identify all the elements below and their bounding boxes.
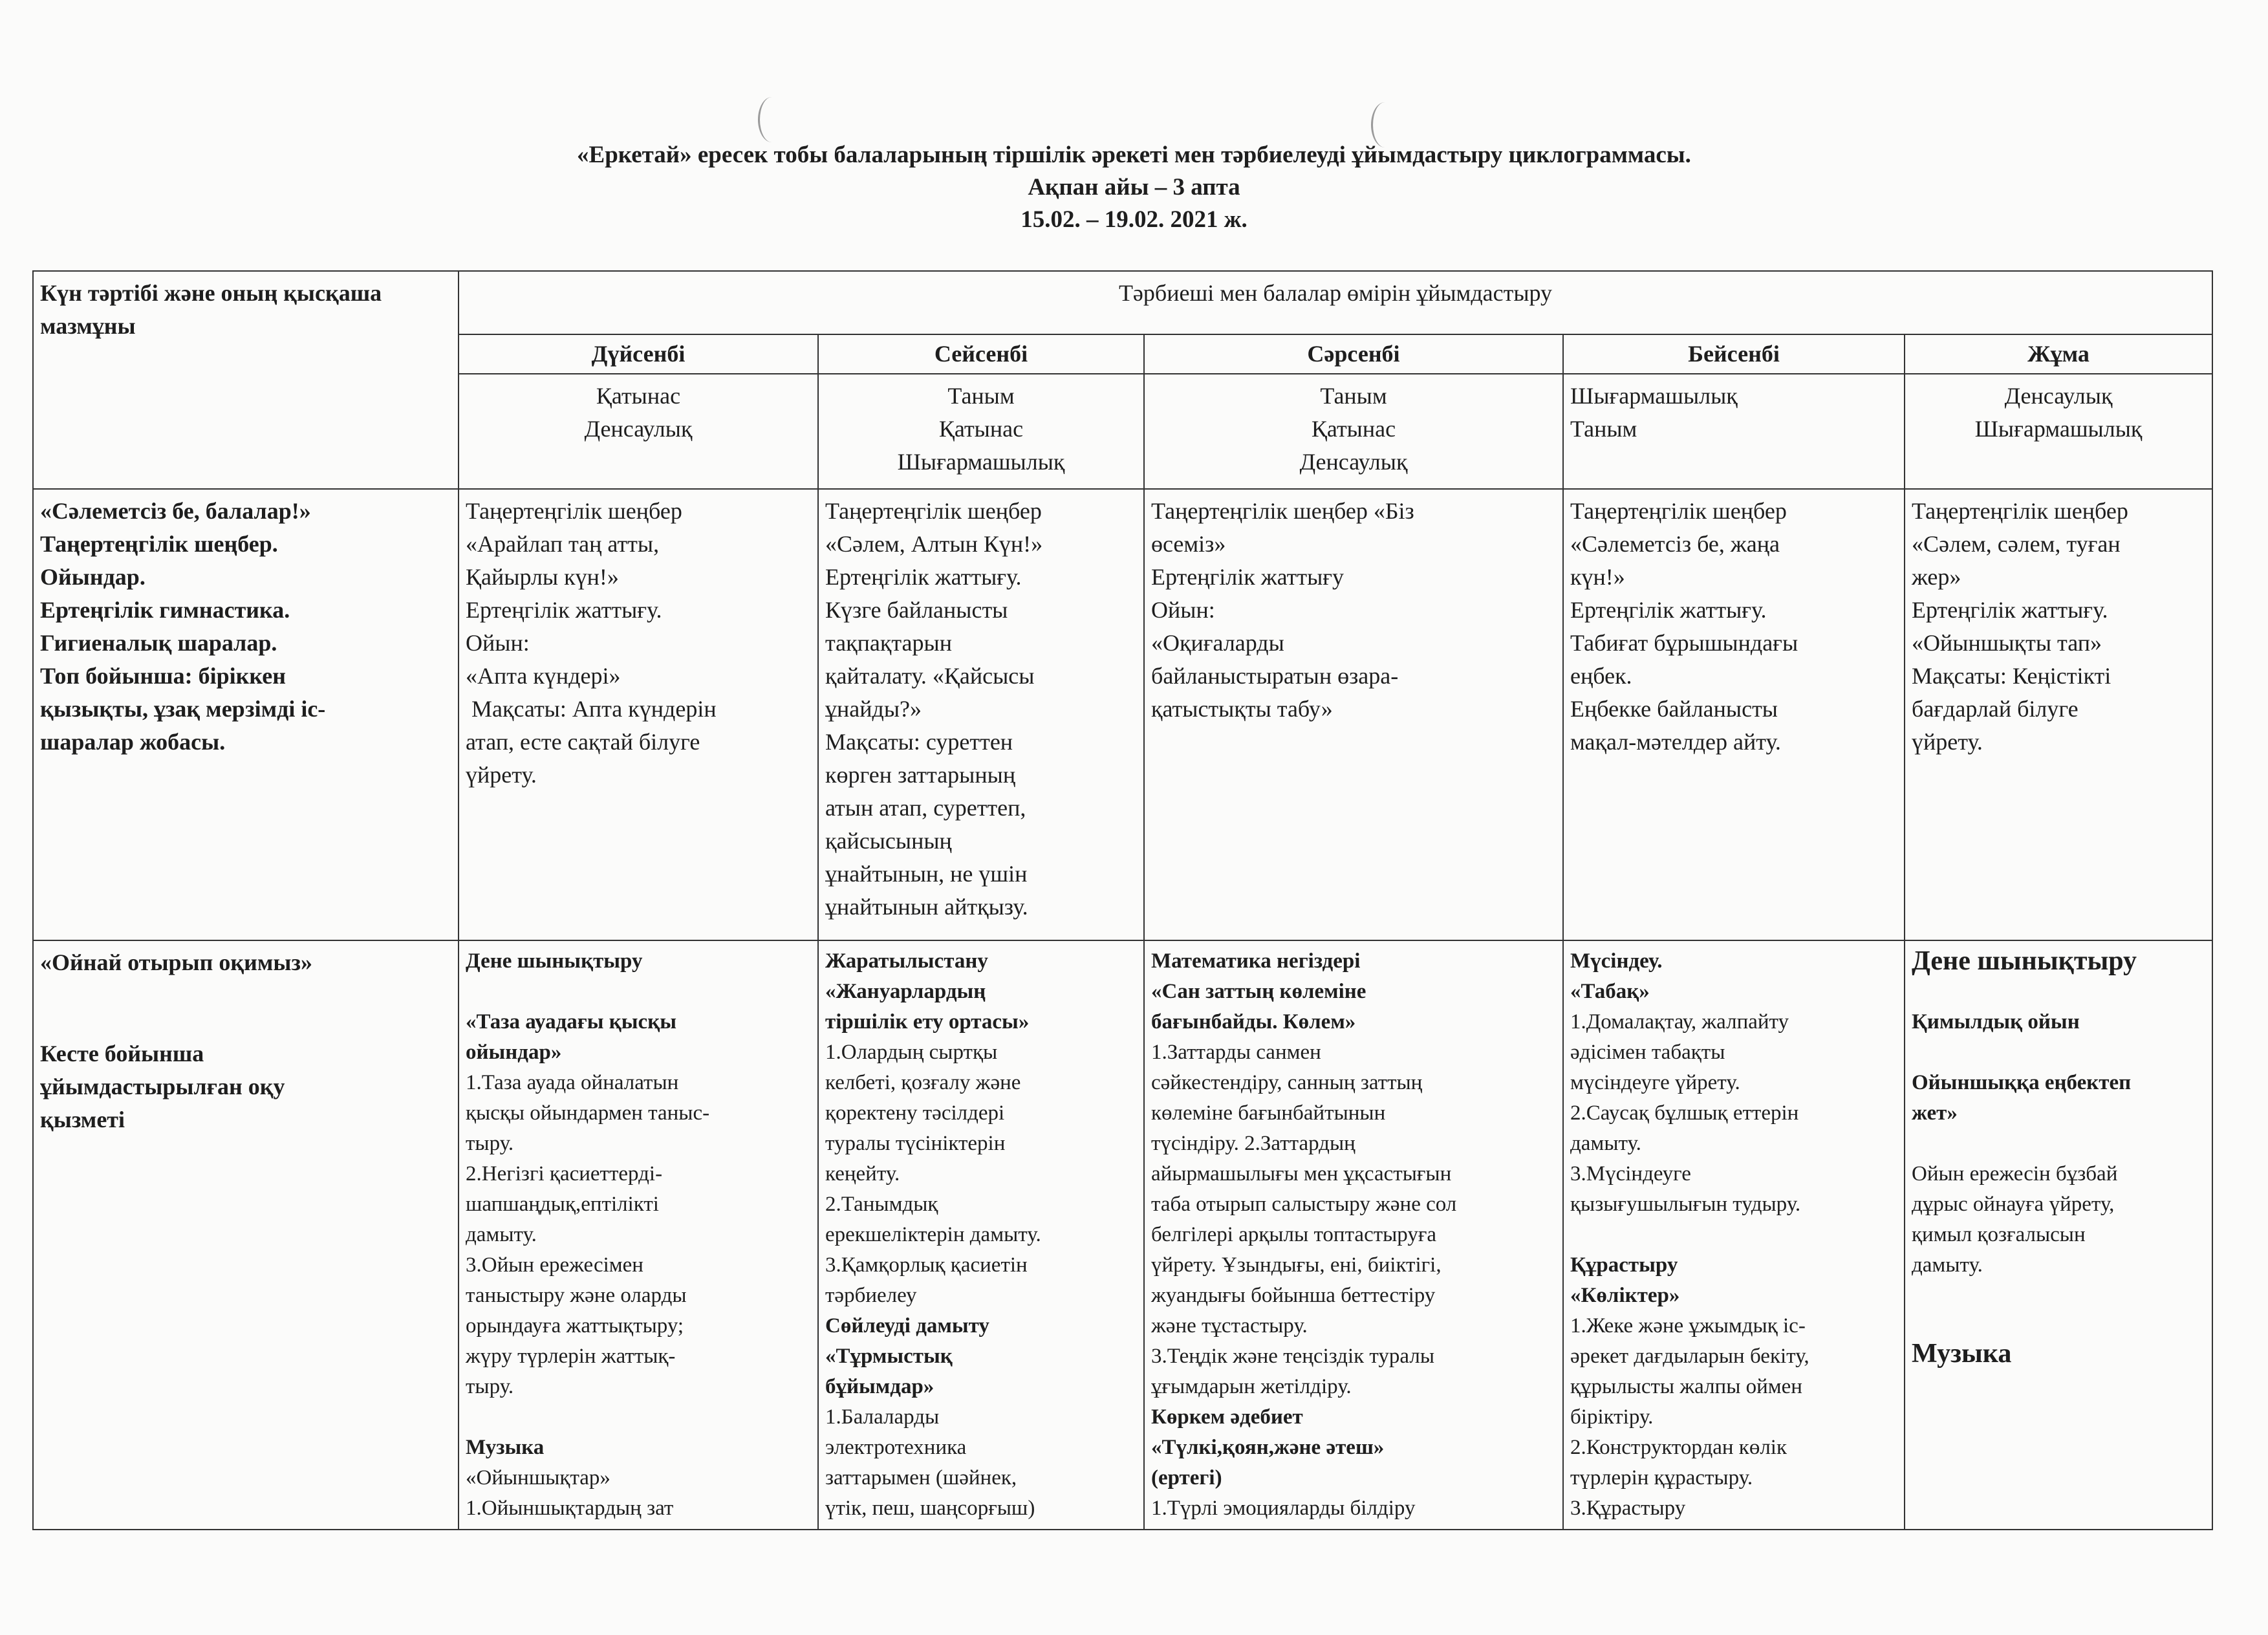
directions-thursday xyxy=(1563,374,1905,489)
cell-line: өсеміз» xyxy=(1151,531,1226,557)
cell-line: біріктіру. xyxy=(1570,1405,1654,1429)
cell-line: ұнайтынын айтқызу. xyxy=(825,894,1028,920)
group-header-text: Тәрбиеші мен балалар өмірін ұйымдастыру xyxy=(1118,280,1553,306)
direction-item: Шығармашылық xyxy=(897,449,1065,475)
cell-line: Ойын ережесін бұзбай xyxy=(1912,1162,2118,1186)
directions-friday xyxy=(1905,374,2212,489)
cell-line: ұнайтынын, не үшін xyxy=(825,861,1028,887)
cell-line: Таңертеңгілік шеңбер xyxy=(1570,498,1787,524)
cell-line: Таңертеңгілік шеңбер xyxy=(825,498,1042,524)
cell-line: 1.Домалақтау, жалпайту xyxy=(1570,1010,1789,1034)
cell-line: Табиғат бұрышындағы xyxy=(1570,630,1798,656)
cell-line: қоректену тәсілдері xyxy=(825,1101,1005,1125)
cell-line: тәрбиелеу xyxy=(825,1284,917,1307)
topic-heading: «Сан заттың көлеміне xyxy=(1151,980,1366,1003)
topic-heading: Қимылдық ойын xyxy=(1912,1010,2080,1034)
subject-heading: Дене шынықтыру xyxy=(466,949,643,973)
cell-line: 2.Танымдық xyxy=(825,1193,938,1216)
cell-line: тыру. xyxy=(466,1375,514,1398)
title-line-2: Ақпан айы – 3 апта xyxy=(1028,174,1240,200)
cell-line: 2.Саусақ бұлшық еттерін xyxy=(1570,1101,1799,1125)
cell-line: «Арайлап таң атты, xyxy=(466,531,660,557)
lesson-wednesday xyxy=(1144,940,1563,1530)
cell-line: 1.Ойыншықтардың зат xyxy=(466,1497,674,1520)
lesson-label xyxy=(33,940,459,1530)
cell-line: Ертеңгілік жаттығу xyxy=(1151,564,1345,590)
cell-line: Таңертеңгілік шеңбер xyxy=(1912,498,2128,524)
spacer xyxy=(466,977,811,1007)
cell-line: атын атап, суреттеп, xyxy=(825,795,1026,821)
corner-header xyxy=(33,271,459,489)
direction-item: Қатынас xyxy=(596,383,681,409)
label-line: қызықты, ұзақ мерзімді іс- xyxy=(40,696,326,722)
label-line: ұйымдастырылған оқу xyxy=(40,1074,285,1099)
topic-heading: «Табақ» xyxy=(1570,980,1650,1003)
topic-heading: «Тұрмыстық xyxy=(825,1345,953,1368)
cell-line: 1.Түрлі эмоцияларды білдіру xyxy=(1151,1497,1416,1520)
direction-item: Денсаулық xyxy=(1299,449,1408,475)
cell-line: «Ойыншықтар» xyxy=(466,1466,610,1489)
lesson-friday xyxy=(1905,940,2212,1530)
day-header-thursday: Бейсенбі xyxy=(1563,334,1905,374)
direction-item: Денсаулық xyxy=(2004,383,2113,409)
cell-line: Күзге байланысты xyxy=(825,597,1008,623)
direction-item: Қатынас xyxy=(1311,416,1396,442)
cell-line: күн!» xyxy=(1570,564,1625,590)
directions-monday xyxy=(459,374,818,489)
morning-monday xyxy=(459,489,818,940)
cell-line: 2.Негізгі қасиеттерді- xyxy=(466,1162,663,1186)
topic-heading: Ойыншыққа еңбектеп xyxy=(1912,1071,2132,1094)
cell-line: келбеті, қозғалу және xyxy=(825,1071,1021,1094)
subject-heading: Мүсіндеу. xyxy=(1570,949,1663,973)
direction-item: Денсаулық xyxy=(584,416,693,442)
cell-line: 1.Олардың сыртқы xyxy=(825,1041,998,1064)
subject-heading: Математика негіздері xyxy=(1151,949,1361,973)
cell-line: және тұстастыру. xyxy=(1151,1314,1308,1337)
lesson-thursday xyxy=(1563,940,1905,1530)
day-header-tuesday: Сейсенбі xyxy=(818,334,1144,374)
cell-line: 3.Ойын ережесімен xyxy=(466,1253,643,1277)
lesson-monday xyxy=(459,940,818,1530)
cell-line: үйрету. Ұзындығы, ені, биіктігі, xyxy=(1151,1253,1442,1277)
cell-line: ұнайды?» xyxy=(825,696,922,722)
cell-line: кеңейту. xyxy=(825,1162,900,1186)
topic-heading: бағынбайды. Көлем» xyxy=(1151,1010,1356,1034)
cell-line: 1.Таза ауада ойналатын xyxy=(466,1071,679,1094)
lesson-tuesday xyxy=(818,940,1144,1530)
cell-line: үйрету. xyxy=(466,762,537,788)
cell-line: дамыту. xyxy=(466,1223,537,1246)
day-header-friday: Жұма xyxy=(1905,334,2212,374)
topic-heading: «Көліктер» xyxy=(1570,1284,1680,1307)
label-title: «Ойнай отырып оқимыз» xyxy=(40,949,312,975)
cell-line: таныстыру және оларды xyxy=(466,1284,687,1307)
cell-line: Ойын: xyxy=(1151,597,1215,623)
cell-line: Мақсаты: Апта күндерін xyxy=(466,696,717,722)
label-line: Таңертеңгілік шеңбер. xyxy=(40,531,278,557)
cell-line: белгілері арқылы топтастыруға xyxy=(1151,1223,1437,1246)
topic-heading: «Таза ауадағы қысқы xyxy=(466,1010,676,1034)
topic-heading: (ертегі) xyxy=(1151,1466,1222,1489)
cell-line: жуандығы бойынша беттестіру xyxy=(1151,1284,1436,1307)
cell-line: атап, есте сақтай білуге xyxy=(466,729,700,755)
spacer xyxy=(1912,1281,2205,1339)
cyclogram-table xyxy=(32,270,2213,1530)
cell-line: заттарымен (шәйнек, xyxy=(825,1466,1017,1489)
cell-line: «Ойыншықты тап» xyxy=(1912,630,2102,656)
cell-line: таба отырып салыстыру және сол xyxy=(1151,1193,1457,1216)
cell-line: шапшаңдық,ептілікті xyxy=(466,1193,659,1216)
group-header xyxy=(459,271,2212,334)
topic-heading: жет» xyxy=(1912,1101,1958,1125)
direction-item: Таным xyxy=(947,383,1015,409)
direction-item: Шығармашылық xyxy=(1974,416,2143,442)
cell-line: түрлерін құрастыру. xyxy=(1570,1466,1753,1489)
subject-heading: Музыка xyxy=(466,1436,545,1459)
cell-line: Ертеңгілік жаттығу. xyxy=(1570,597,1767,623)
day-header-monday: Дүйсенбі xyxy=(459,334,818,374)
title-line-3: 15.02. – 19.02. 2021 ж. xyxy=(1021,206,1247,233)
cell-line: ерекшеліктерін дамыту. xyxy=(825,1223,1041,1246)
subject-heading: Сөйлеуді дамыту xyxy=(825,1314,989,1337)
cell-line: қайсысының xyxy=(825,828,952,854)
morning-friday xyxy=(1905,489,2212,940)
topic-heading: «Жануарлардың xyxy=(825,980,986,1003)
subject-heading: Музыка xyxy=(1912,1339,2012,1369)
topic-heading: тіршілік ету ортасы» xyxy=(825,1010,1030,1034)
subject-heading: Дене шынықтыру xyxy=(1912,946,2137,976)
cell-line: Ертеңгілік жаттығу. xyxy=(1912,597,2108,623)
scan-mark-left xyxy=(758,97,786,142)
cell-line: жер» xyxy=(1912,564,1961,590)
directions-wednesday xyxy=(1144,374,1563,489)
cell-line: Мақсаты: Кеңістікті xyxy=(1912,663,2111,689)
cell-line: 1.Заттарды санмен xyxy=(1151,1041,1321,1064)
morning-tuesday xyxy=(818,489,1144,940)
cell-line: еңбек. xyxy=(1570,663,1632,689)
cell-line: 1.Балаларды xyxy=(825,1405,940,1429)
directions-tuesday xyxy=(818,374,1144,489)
document-title xyxy=(0,139,2268,236)
cell-line: «Апта күндері» xyxy=(466,663,621,689)
spacer xyxy=(1912,1037,2205,1068)
cell-line: «Сәлем, сәлем, туған xyxy=(1912,531,2121,557)
cell-line: Таңертеңгілік шеңбер xyxy=(466,498,682,524)
cell-line: қызығушылығын тудыру. xyxy=(1570,1193,1801,1216)
subject-heading: Көркем әдебиет xyxy=(1151,1405,1303,1429)
direction-item: Қатынас xyxy=(938,416,1024,442)
subject-heading: Жаратылыстану xyxy=(825,949,988,973)
cell-line: Ойын: xyxy=(466,630,530,656)
cell-line: құрылысты жалпы оймен xyxy=(1570,1375,1802,1398)
cell-line: мақал-мәтелдер айту. xyxy=(1570,729,1781,755)
spacer xyxy=(1912,1129,2205,1159)
cell-line: Ертеңгілік жаттығу. xyxy=(825,564,1022,590)
cell-line: Мақсаты: суреттен xyxy=(825,729,1013,755)
cell-line: ұғымдарын жетілдіру. xyxy=(1151,1375,1352,1398)
cell-line: айырмашылығы мен ұқсастығын xyxy=(1151,1162,1452,1186)
label-line: «Сәлеметсіз бе, балалар!» xyxy=(40,498,311,524)
spacer xyxy=(466,1402,811,1433)
cell-line: 3.Мүсіндеуге xyxy=(1570,1162,1691,1186)
cell-line: 3.Құрастыру xyxy=(1570,1497,1686,1520)
direction-item: Шығармашылық xyxy=(1570,383,1738,409)
label-line: Ойындар. xyxy=(40,564,146,590)
subject-heading: Құрастыру xyxy=(1570,1253,1678,1277)
spacer xyxy=(1912,977,2205,1007)
cell-line: 2.Конструктордан көлік xyxy=(1570,1436,1787,1459)
cell-line: дұрыс ойнауға үйрету, xyxy=(1912,1193,2115,1216)
cell-line: жүру түрлерін жаттық- xyxy=(466,1345,676,1368)
cell-line: 3.Теңдік және теңсіздік туралы xyxy=(1151,1345,1434,1368)
spacer xyxy=(1570,1220,1897,1250)
label-line: Кесте бойынша xyxy=(40,1041,204,1067)
cell-line: байланыстыратын өзара- xyxy=(1151,663,1399,689)
label-line: Ертеңгілік гимнастика. xyxy=(40,597,290,623)
topic-heading: «Түлкі,қоян,және әтеш» xyxy=(1151,1436,1385,1459)
cell-line: туралы түсініктерін xyxy=(825,1132,1006,1155)
cell-line: «Оқиғаларды xyxy=(1151,630,1284,656)
cell-line: «Сәлеметсіз бе, жаңа xyxy=(1570,531,1780,557)
corner-header-text: Күн тәртібі және оның қысқаша мазмұны xyxy=(40,280,382,339)
morning-wednesday xyxy=(1144,489,1563,940)
cell-line: «Сәлем, Алтын Күн!» xyxy=(825,531,1043,557)
cell-line: қысқы ойындармен таныс- xyxy=(466,1101,710,1125)
cell-line: дамыту. xyxy=(1912,1253,1983,1277)
cell-line: Еңбекке байланысты xyxy=(1570,696,1778,722)
cell-line: Қайырлы күн!» xyxy=(466,564,619,590)
label-line: Гигиеналық шаралар. xyxy=(40,630,277,656)
cell-line: тыру. xyxy=(466,1132,514,1155)
cell-line: Таңертеңгілік шеңбер «Біз xyxy=(1151,498,1414,524)
cell-line: 3.Қамқорлық қасиетін xyxy=(825,1253,1028,1277)
direction-item: Таным xyxy=(1570,416,1637,442)
direction-item: Таным xyxy=(1320,383,1387,409)
cell-line: қатыстықты табу» xyxy=(1151,696,1333,722)
cell-line: түсіндіру. 2.Заттардың xyxy=(1151,1132,1355,1155)
topic-heading: бұйымдар» xyxy=(825,1375,934,1398)
topic-heading: ойындар» xyxy=(466,1041,562,1064)
cell-line: әрекет дағдыларын бекіту, xyxy=(1570,1345,1809,1368)
label-line: Топ бойынша: біріккен xyxy=(40,663,286,689)
cell-line: көлеміне бағынбайтынын xyxy=(1151,1101,1386,1125)
cell-line: 1.Жеке және ұжымдық іс- xyxy=(1570,1314,1806,1337)
cell-line: үйрету. xyxy=(1912,729,1983,755)
cell-line: Ертеңгілік жаттығу. xyxy=(466,597,662,623)
cell-line: үтік, пеш, шаңсорғыш) xyxy=(825,1497,1035,1520)
cell-line: әдісімен табақты xyxy=(1570,1041,1725,1064)
day-header-wednesday: Сәрсенбі xyxy=(1144,334,1563,374)
cell-line: электротехника xyxy=(825,1436,967,1459)
cell-line: тақпақтарын xyxy=(825,630,952,656)
cell-line: орындауға жаттықтыру; xyxy=(466,1314,684,1337)
cell-line: дамыту. xyxy=(1570,1132,1641,1155)
spacer xyxy=(40,979,451,1037)
cell-line: қимыл қозғалысын xyxy=(1912,1223,2086,1246)
cell-line: сәйкестендіру, санның заттың xyxy=(1151,1071,1423,1094)
cell-line: бағдарлай білуге xyxy=(1912,696,2079,722)
label-line: шаралар жобасы. xyxy=(40,729,226,755)
cell-line: көрген заттарының xyxy=(825,762,1016,788)
title-line-1: «Еркетай» ересек тобы балаларының тіршілік әрекеті мен тәрбиелеуді ұйымдастыру циклограммасы. xyxy=(577,142,1691,168)
cell-line: мүсіндеуге үйрету. xyxy=(1570,1071,1740,1094)
morning-label xyxy=(33,489,459,940)
label-line: қызметі xyxy=(40,1107,125,1132)
morning-thursday xyxy=(1563,489,1905,940)
cell-line: қайталату. «Қайсысы xyxy=(825,663,1035,689)
